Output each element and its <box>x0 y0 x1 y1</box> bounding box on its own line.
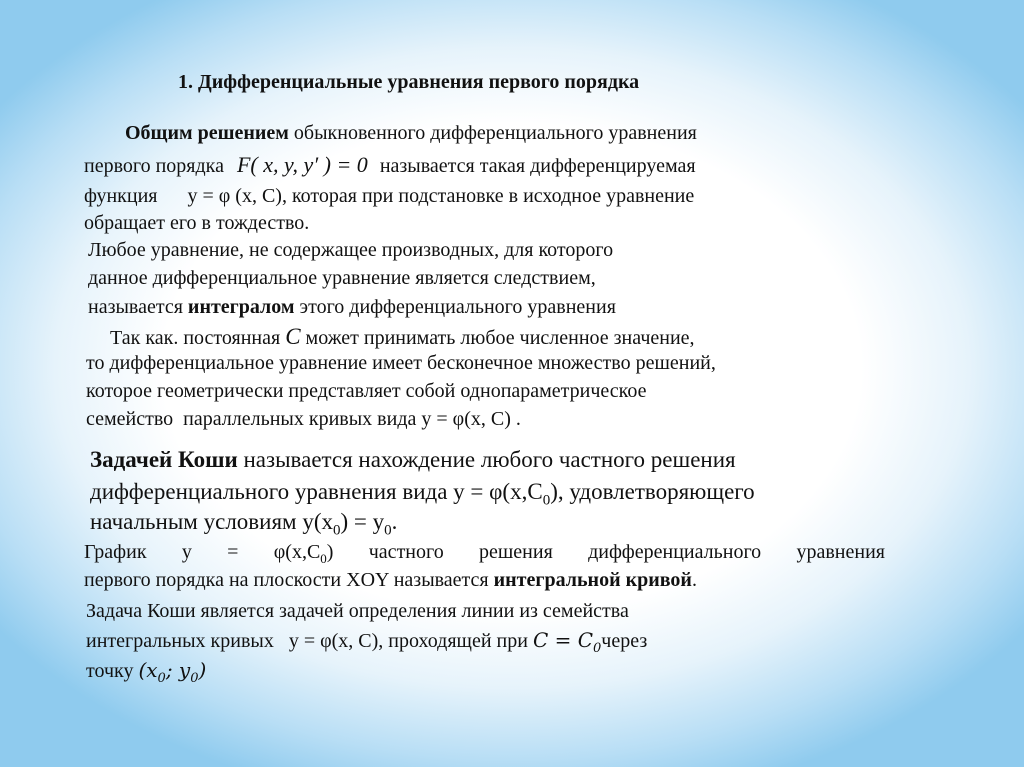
integral-text-3c: этого дифференциального уравнения <box>294 296 616 318</box>
cauchy-text-1: называется нахождение любого частного решения <box>237 447 736 472</box>
graph-word-4: $\varphi(x,C_0)$ <box>273 541 334 566</box>
integral-line-2: данное дифференциальное уравнение является следствием, <box>88 267 596 289</box>
general-line-1 <box>125 123 697 143</box>
cauchy-text-2b: ), удовлетворяющего <box>550 479 755 504</box>
constant-c: C <box>285 324 301 349</box>
graph-text-2a: первого порядка на плоскости XOY называется <box>84 569 494 591</box>
task-condition-c: C = C <box>532 628 594 652</box>
cauchy-text-3a: начальным условиям y(x <box>90 509 334 534</box>
general-term: Общим решением <box>125 122 289 144</box>
general-line-3: функция y = φ (x, C), которая при подстановке в исходное уравнение <box>84 185 695 207</box>
integral-line-3 <box>88 297 616 317</box>
cauchy-sub-c0: 0 <box>542 492 551 509</box>
task-point-a: (x <box>138 658 158 682</box>
cauchy-line-1 <box>90 448 736 471</box>
task-line-3 <box>86 660 206 685</box>
general-text-1: обыкновенного дифференциального уравнения <box>288 122 697 144</box>
task-text-2a: интегральных кривых y = φ(x, C), проходящей при <box>86 630 528 652</box>
graph-word-6: решения <box>479 541 553 563</box>
constant-text-1b: может принимать любое численное значение, <box>305 327 695 349</box>
graph-line-2 <box>84 570 697 590</box>
task-line-2 <box>86 630 647 655</box>
task-condition <box>532 628 602 656</box>
general-text-2b: называется такая дифференцируемая <box>379 155 696 177</box>
graph-word-2: y <box>181 541 192 563</box>
graph-word-4-text: φ(x,C <box>273 541 321 563</box>
graph-term: интегральной кривой <box>493 569 692 591</box>
constant-line-1 <box>110 325 695 348</box>
graph-word-8: уравнения <box>796 541 885 563</box>
task-text-3a: точку <box>86 660 134 682</box>
integral-text-3a: называется <box>88 296 188 318</box>
cauchy-text-3c: . <box>391 509 398 534</box>
task-sub-c0: 0 <box>593 641 602 656</box>
slide-title: 1. Дифференциальные уравнения первого порядка <box>178 71 640 93</box>
integral-line-1: Любое уравнение, не содержащее производных, для которого <box>88 239 614 261</box>
constant-line-4: семейство параллельных кривых вида y = φ(x, C) . <box>86 408 521 430</box>
cauchy-sub-x0: 0 <box>333 522 341 539</box>
task-point-mid: ; y <box>165 658 191 682</box>
task-point <box>138 658 207 686</box>
cauchy-text-2a: дифференциального уравнения вида y = φ(x,C <box>90 479 543 504</box>
general-line-2 <box>84 154 696 176</box>
cauchy-term: Задачей Коши <box>90 447 238 472</box>
graph-text-2c: . <box>691 569 697 591</box>
equation-f: F( x, y, y′ ) = 0 <box>236 152 368 177</box>
cauchy-sub-y0: 0 <box>384 522 392 539</box>
general-line-4: обращает его в тождество. <box>84 212 310 234</box>
task-text-2b: через <box>601 630 648 652</box>
constant-line-2: то дифференциальное уравнение имеет бесконечное множество решений, <box>86 352 716 374</box>
graph-line-1 <box>84 542 885 565</box>
task-sub-x0: 0 <box>157 671 166 686</box>
constant-line-3: которое геометрически представляет собой однопараметрическое <box>86 380 647 402</box>
graph-word-7: дифференциального <box>588 541 762 563</box>
task-sub-y0: 0 <box>190 671 199 686</box>
general-text-2a: первого порядка <box>84 155 224 177</box>
task-line-1: Задача Коши является задачей определения линии из семейства <box>86 600 629 622</box>
cauchy-text-3b: ) = y <box>340 509 385 534</box>
graph-word-5: частного <box>368 541 444 563</box>
cauchy-line-3 <box>90 510 397 539</box>
task-point-end: ) <box>198 658 207 682</box>
constant-text-1a: Так как. постоянная <box>110 327 281 349</box>
graph-sub-c0: 0 <box>320 551 327 566</box>
graph-word-3: = <box>227 541 239 563</box>
cauchy-line-2 <box>90 480 755 509</box>
integral-term: интегралом <box>187 296 295 318</box>
graph-word-1: График <box>84 541 147 563</box>
